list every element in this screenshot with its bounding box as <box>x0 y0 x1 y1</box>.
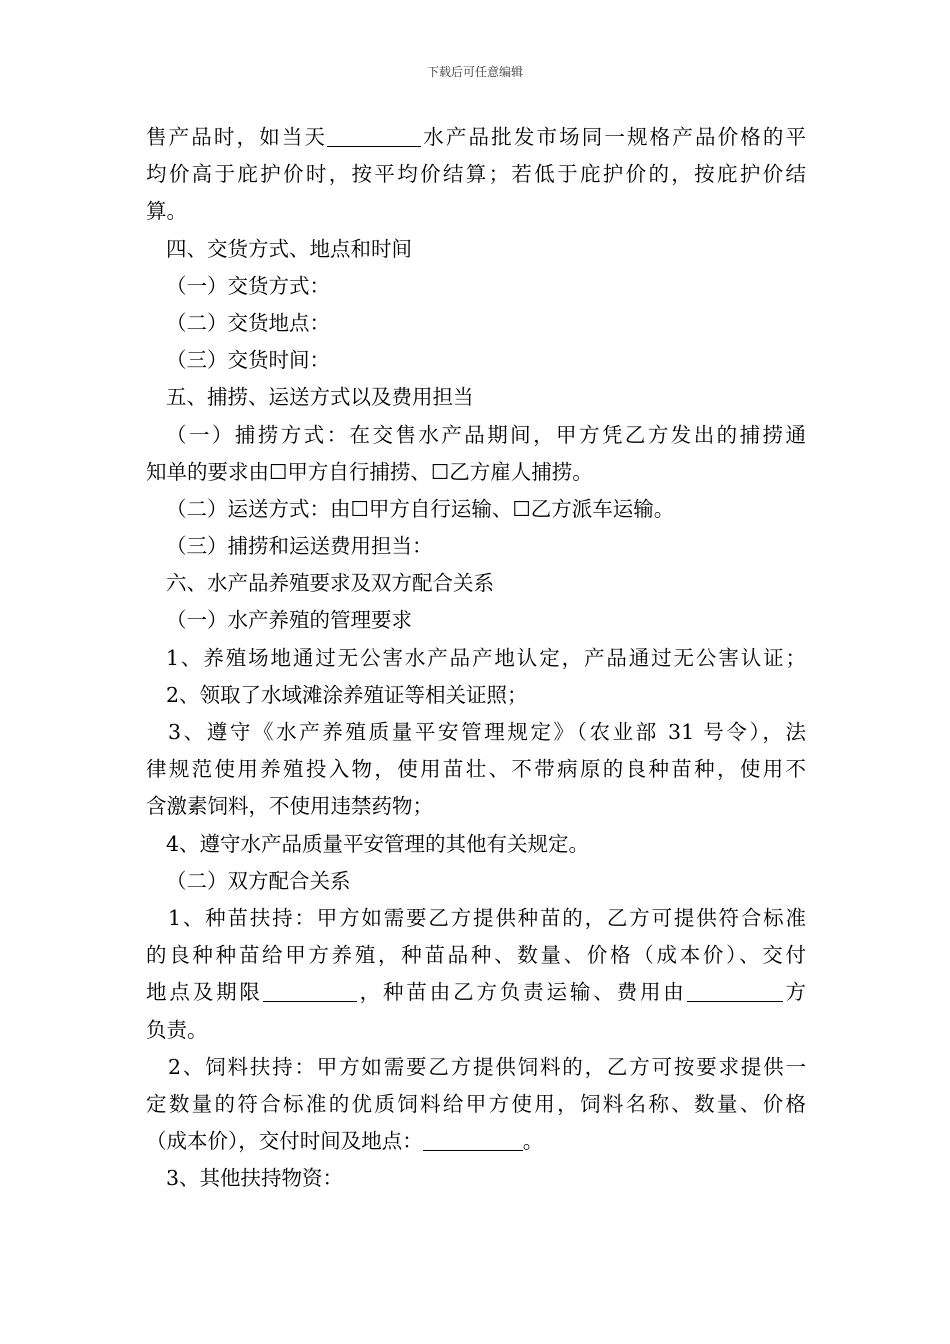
document-body <box>146 119 806 1197</box>
text-line: （三）交货时间： <box>166 348 330 373</box>
text-line: （成本价），交付时间及地点： 。 <box>146 1129 544 1154</box>
section-heading: 六、水产品养殖要求及双方配合关系 <box>166 571 494 596</box>
text-line: 售产品时，如当天 水产品批发市场同一规格产品价格的平 <box>146 125 807 149</box>
text-line: 定数量的符合标准的优质饲料给甲方使用，饲料名称、数量、价格 <box>146 1091 806 1116</box>
fill-blank <box>263 979 357 1002</box>
text-line: （二）交货地点： <box>166 310 330 335</box>
section-heading: 四、交货方式、地点和时间 <box>166 236 412 261</box>
text-line: 2、领取了水域滩涂养殖证等相关证照； <box>166 682 528 707</box>
text-line: 1、养殖场地通过无公害水产品产地认定，产品通过无公害认证； <box>166 645 806 670</box>
text-line: 2、饲料扶持：甲方如需要乙方提供饲料的，乙方可按要求提供一 <box>168 1054 806 1079</box>
page-header: 下载后可任意编辑 <box>426 65 523 79</box>
section-heading: 五、捕捞、运送方式以及费用担当 <box>166 385 474 410</box>
text-line: 4、遵守水产品质量平安管理的其他有关规定。 <box>166 831 590 856</box>
text-line: （三）捕捞和运送费用担当： <box>166 534 433 559</box>
text-line: （一）交货方式： <box>166 273 330 298</box>
text-line: 地点及期限 ，种苗由乙方负责运输、费用由 方 <box>146 980 807 1005</box>
fill-blank <box>327 124 421 147</box>
text-line: 均价高于庇护价时，按平均价结算；若低于庇护价的，按庇护价结 <box>146 162 806 187</box>
text-line: （二）双方配合关系 <box>166 868 351 893</box>
text-line: 的良种种苗给甲方养殖，种苗品种、数量、价格（成本价）、交付 <box>146 943 806 968</box>
fill-blank <box>423 1128 523 1151</box>
text-line: 1、种苗扶持：甲方如需要乙方提供种苗的，乙方可提供符合标准 <box>168 905 806 930</box>
text-line: 3、其他扶持物资： <box>166 1166 344 1191</box>
text-line: （一）捕捞方式：在交售水产品期间，甲方凭乙方发出的捕捞通 <box>166 422 806 447</box>
text-line: （一）水产养殖的管理要求 <box>166 608 412 633</box>
fill-blank <box>687 979 783 1002</box>
text-line: 3、遵守《水产养殖质量平安管理规定》（农业部 31 号令），法 <box>168 720 806 744</box>
text-line: （二）运送方式：由☐甲方自行运输、☐乙方派车运输。 <box>166 496 675 521</box>
text-line: 算。 <box>146 199 187 224</box>
text-line: 律规范使用养殖投入物，使用苗壮、不带病原的良种苗种，使用不 <box>146 757 806 782</box>
text-line: 知单的要求由☐甲方自行捕捞、☐乙方雇人捕捞。 <box>146 459 593 484</box>
text-line: 负责。 <box>146 1017 208 1042</box>
text-line: 含激素饲料，不使用违禁药物； <box>146 794 433 819</box>
